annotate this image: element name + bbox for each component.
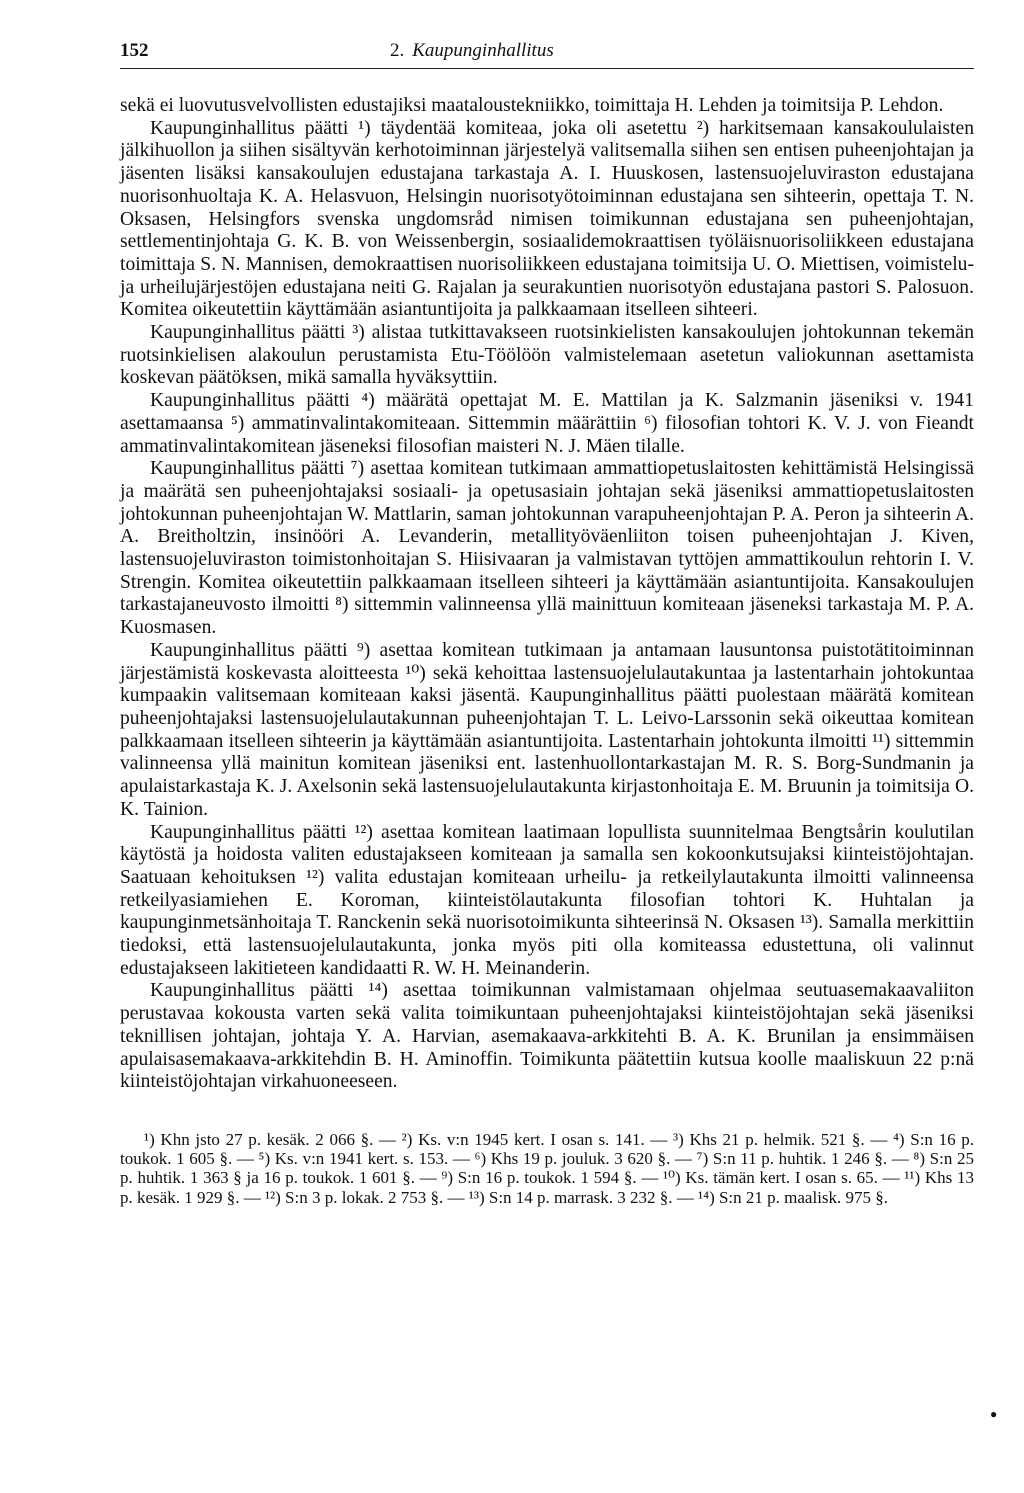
page-header — [120, 40, 974, 69]
section-title: Kaupunginhallitus — [412, 40, 554, 61]
running-head — [390, 40, 554, 62]
footnotes — [120, 1130, 974, 1207]
page-number: 152 — [120, 40, 149, 61]
body-text — [120, 95, 974, 1094]
paragraph: Kaupunginhallitus päätti ⁴) määrätä opettajat M. E. Mattilan ja K. Salzmanin jäseniksi v. 1941 asettamaansa ⁵) ammatinvalintakomiteaan. Sittemmin määrättiin ⁶) filosofian tohtori K. V. J. von Fieandt ammatinvalintakomitean jäseneksi filosofian maisteri N. J. Mäen tilalle. — [120, 390, 974, 457]
paragraph: Kaupunginhallitus päätti ¹) täydentää komiteaa, joka oli asetettu ²) harkitsemaan kansakoululaisten jälkihuollon ja siihen sisältyvän kerhotoiminnan järjestelyä valitsemalla siihen sen entisen puheenjohtajan ja jäsenten lisäksi kansakoulujen edustajana tarkastaja A. I. Huuskosen, lastensuojeluviraston edustajana nuorisonhuoltaja K. A. Helasvuon, Helsingin nuorisotyötoiminnan edustajana sen sihteerin, opettaja T. N. Oksasen, Helsingfors svenska ungdomsråd nimisen toimikunnan edustajana sen puheenjohtajan, settlementinjohtaja G. K. B. von Weissenbergin, sosiaalidemokraattisen työläisnuorisoliikkeen edustajana toimittaja S. N. Mannisen, demokraattisen nuorisoliikkeen edustajana toimitsija U. O. Miettisen, voimistelu- ja urheilujärjestöjen edustajana neiti G. Rajalan ja seurakuntien nuorisotyön edustajana pastori S. Palosuon. Komitea oikeutettiin käyttämään asiantuntijoita ja palkkaamaan itselleen sihteeri. — [120, 117, 974, 321]
paragraph: sekä ei luovutusvelvollisten edustajiksi maataloustekniikko, toimittaja H. Lehden ja toimitsija P. Lehdon. — [120, 95, 944, 116]
paragraph: Kaupunginhallitus päätti ⁹) asettaa komitean tutkimaan ja antamaan lausuntonsa puistotätitoiminnan järjestämistä koskevasta aloitteesta ¹⁰) sekä kehoittaa lastensuojelulautakuntaa ja lastentarhain johtokuntaa kumpaakin valitsemaan komiteaan kaksi jäsentä. Kaupunginhallitus päätti puolestaan määrätä komitean puheenjohtajaksi lastensuojelulautakunnan puheenjohtajan T. L. Leivo-Larssonin sekä oikeuttaa komitean palkkaamaan itselleen sihteerin ja käyttämään asiantuntijoita. Lastentarhain johtokunta ilmoitti ¹¹) sittemmin valinneensa yllä mainitun komitean jäseniksi ent. lastenhuollontarkastajan M. R. S. Borg-Sundmanin ja apulaistarkastaja K. J. Axelsonin sekä lastensuojelulautakunta kirjastonhoitaja E. M. Bruunin ja toimitsija O. K. Tainion. — [120, 639, 974, 820]
paragraph: Kaupunginhallitus päätti ³) alistaa tutkittavakseen ruotsinkielisten kansakoulujen johtokunnan tekemän ruotsinkielisen alakoulun perustamista Etu-Töölöön valmistelemaan asetetun valiokunnan asettamista koskevan päätöksen, mikä samalla hyväksyttiin. — [120, 322, 974, 389]
paragraph: Kaupunginhallitus päätti ¹²) asettaa komitean laatimaan lopullista suunnitelmaa Bengtsårin koulutilan käytöstä ja hoidosta valiten edustajakseen komiteaan ja samalla sen kokoonkutsujaksi kiinteistöjohtajan. Saatuaan kehoituksen ¹²) valita edustajan komiteaan urheilu- ja retkeilylautakunta ilmoitti valinneensa retkeilyasiamiehen E. Koroman, kiinteistölautakunta filosofian tohtori K. Huhtalan ja kaupunginmetsänhoitaja T. Ranckenin sekä nuorisotoimikunta sihteerinsä N. Oksasen ¹³). Samalla merkittiin tiedoksi, että lastensuojelulautakunta, jonka myös piti olla komiteassa edustettuna, oli valinnut edustajakseen lakitieteen kandidaatti R. W. H. Meinanderin. — [120, 821, 974, 979]
paragraph: Kaupunginhallitus päätti ⁷) asettaa komitean tutkimaan ammattiopetuslaitosten kehittämistä Helsingissä ja maärätä sen puheenjohtajaksi sosiaali- ja opetusasiain johtajan sekä jäseniksi ammattiopetuslaitosten johtokunnan puheenjohtajan W. Mattlarin, saman johtokunnan varapuheenjohtajan P. A. Peron ja sihteerin A. A. Breitholtzin, insinööri A. Levanderin, metallityöväenliiton toisen puheenjohtajan J. Kiven, lastensuojeluviraston toimistonhoitajan S. Hiisivaaran ja valmistavan tyttöjen ammattikoulun rehtorin I. V. Strengin. Komitea oikeutettiin palkkaamaan itselleen sihteeri ja käyttämään asiantuntijoita. Kansakoulujen tarkastajaneuvosto ilmoitti ⁸) sittemmin valinneensa yllä mainittuun komiteaan jäseneksi tarkastaja M. P. A. Kuosmasen. — [120, 458, 974, 639]
bullet-mark: ● — [990, 1407, 998, 1421]
footnote-text: ¹) Khn jsto 27 p. kesäk. 2 066 §. — ²) Ks. v:n 1945 kert. I osan s. 141. — ³) Khs 21 p. helmik. 521 §. — ⁴) S:n 16 p. toukok. 1 605 §. — ⁵) Ks. v:n 1941 kert. s. 153. — ⁶) Khs 19 p. jouluk. 3 620 §. — ⁷) S:n 11 p. huhtik. 1 246 §. — ⁸) S:n 25 p. huhtik. 1 363 § ja 16 p. toukok. 1 601 §. — ⁹) S:n 16 p. toukok. 1 594 §. — ¹⁰) Ks. tämän kert. I osan s. 65. — ¹¹) Khs 13 p. kesäk. 1 929 §. — ¹²) S:n 3 p. lokak. 2 753 §. — ¹³) S:n 14 p. marrask. 3 232 §. — ¹⁴) S:n 21 p. maalisk. 975 §. — [120, 1129, 974, 1207]
section-number: 2. — [390, 40, 405, 61]
paragraph: Kaupunginhallitus päätti ¹⁴) asettaa toimikunnan valmistamaan ohjelmaa seutuasemakaavaliiton perustavaa kokousta varten sekä valita toimikuntaan puheenjohtajaksi kiinteistöjohtajan sekä jäseniksi teknillisen johtajan, johtaja Y. A. Harvian, asemakaava-arkkitehti B. A. K. Brunilan ja ensimmäisen apulaisasemakaava-arkkitehdin B. H. Aminoffin. Toimikunta päätettiin kutsua koolle maaliskuun 22 p:nä kiinteistöjohtajan virkahuoneeseen. — [120, 980, 974, 1093]
